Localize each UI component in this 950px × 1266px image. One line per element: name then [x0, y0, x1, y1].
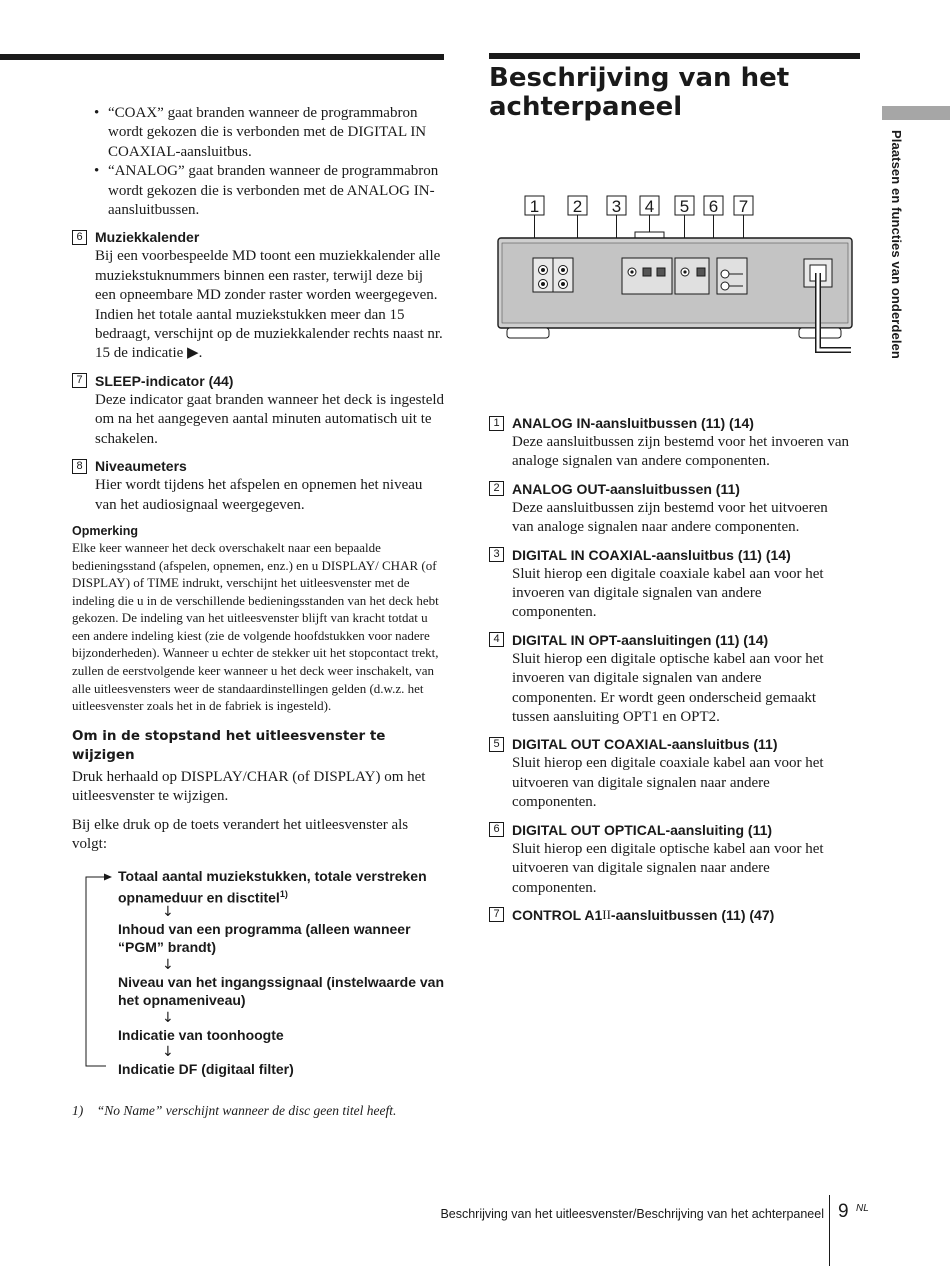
- item-sleep-indicator: [72, 372, 444, 449]
- item-number: 5: [489, 737, 504, 752]
- down-arrow-icon: ↓: [162, 1010, 174, 1027]
- rear-item-control-a1: [489, 906, 849, 924]
- flow-step-2: Inhoud van een programma (alleen wanneer “PGM” brandt): [118, 921, 411, 955]
- item-number: 7: [72, 373, 87, 388]
- item-body: Bij een voorbespeelde MD toont een muziekkalender alle muziekstuknummers binnen een raster, terwijl deze bij een opneembare MD zonder raster worden weergegeven. Indien het totale aantal muziekstukken meer dan 15 bedraagt, verschijnt op de muziekkalender rechts naast nr. 15 de indicatie ▶.: [95, 248, 443, 362]
- item-body: Deze indicator gaat branden wanneer het deck is ingesteld om na het aangegeven aantal minuten automatisch uit te schakelen.: [95, 391, 445, 447]
- page-number: 9: [838, 1201, 849, 1222]
- note-title: Opmerking: [72, 523, 138, 538]
- rear-item-digital-out-optical: [489, 821, 849, 898]
- footnote-ref: 1): [279, 888, 288, 899]
- flow-step-4: Indicatie van toonhoogte: [118, 1027, 284, 1044]
- rear-panel-diagram: [489, 192, 861, 362]
- item-number: 6: [72, 230, 87, 245]
- item-title: DIGITAL IN COAXIAL-aansluitbus (11) (14): [512, 546, 791, 563]
- diagram-label-6: 6: [708, 197, 719, 216]
- bullet-analog: • “ANALOG” gaat branden wanneer de programmabron wordt gekozen die is verbonden met de ANALOG IN-aansluitbussen.: [72, 162, 444, 220]
- rear-item-digital-out-coaxial: [489, 735, 849, 812]
- page-title: Beschrijving van het achterpaneel: [489, 63, 790, 122]
- item-number: 3: [489, 547, 504, 562]
- item-title: DIGITAL OUT OPTICAL-aansluiting (11): [512, 821, 773, 838]
- item-number: 1: [489, 416, 504, 431]
- flow-step-3: Niveau van het ingangssignaal (instelwaarde van het opnameniveau): [118, 974, 444, 1008]
- diagram-label-4: 4: [644, 197, 655, 216]
- section-subheading: Om in de stopstand het uitleesvenster te wijzigen: [72, 727, 386, 763]
- item-body: Deze aansluitbussen zijn bestemd voor het uitvoeren van analoge signalen naar andere componenten.: [512, 499, 828, 536]
- right-top-rule: [489, 53, 860, 59]
- item-body: Sluit hierop een digitale optische kabel aan voor het uitvoeren van digitale signalen naar andere componenten.: [512, 840, 824, 896]
- item-niveaumeters: [72, 457, 444, 515]
- footnote-text: “No Name” verschijnt wanneer de disc geen titel heeft.: [96, 1103, 397, 1119]
- item-title: ANALOG IN-aansluitbussen (11) (14): [512, 415, 754, 431]
- item-number: 8: [72, 459, 87, 474]
- item-title: ANALOG OUT-aansluitbussen (11): [512, 480, 740, 497]
- diagram-label-5: 5: [679, 197, 690, 216]
- rear-item-analog-in: [489, 414, 849, 472]
- diagram-label-3: 3: [611, 197, 622, 216]
- item-number: 6: [489, 822, 504, 837]
- item-title: SLEEP-indicator (44): [95, 372, 234, 389]
- down-arrow-icon: ↓: [162, 904, 174, 921]
- footer-divider: [829, 1195, 830, 1266]
- bullet-coax: • “COAX” gaat branden wanneer de programmabron wordt gekozen die is verbonden met de DIGITAL IN COAXIAL-aansluitbus.: [72, 104, 444, 162]
- paragraph-each-press: Bij elke druk op de toets verandert het uitleesvenster als volgt:: [72, 816, 409, 853]
- item-number: 2: [489, 481, 504, 496]
- flow-loop-arrow: [72, 864, 122, 1086]
- diagram-label-2: 2: [572, 197, 583, 216]
- left-top-rule: [0, 54, 444, 60]
- item-body: Sluit hierop een digitale coaxiale kabel aan voor het uitvoeren van digitale signalen naar andere componenten.: [512, 755, 824, 811]
- item-title: DIGITAL OUT COAXIAL-aansluitbus (11): [512, 736, 778, 753]
- item-title-a: CONTROL A1: [512, 906, 603, 923]
- display-cycle-flow: [72, 864, 444, 1086]
- item-body: Hier wordt tijdens het afspelen en opnemen het niveau van het audiosignaal weergegeven.: [95, 477, 423, 513]
- rear-item-analog-out: [489, 480, 849, 538]
- item-body: Sluit hierop een digitale coaxiale kabel aan voor het invoeren van digitale signalen van andere componenten.: [512, 565, 824, 621]
- item-title-roman: II: [602, 906, 611, 922]
- item-title: DIGITAL IN OPT-aansluitingen (11) (14): [512, 631, 769, 648]
- rear-item-digital-in-coaxial: [489, 546, 849, 623]
- item-title-b: -aansluitbussen (11) (47): [610, 906, 775, 923]
- left-column: [72, 104, 444, 1119]
- diagram-label-1: 1: [529, 197, 540, 216]
- diagram-label-7: 7: [738, 197, 749, 216]
- item-muziekkalender: [72, 228, 444, 363]
- footnote: [72, 1102, 444, 1119]
- paragraph-press: Druk herhaald op DISPLAY/CHAR (of DISPLAY) om het uitleesvenster te wijzigen.: [72, 768, 426, 805]
- item-body: Deze aansluitbussen zijn bestemd voor het invoeren van analoge signalen van andere componenten.: [512, 434, 849, 470]
- item-body: Sluit hierop een digitale optische kabel aan voor het invoeren van digitale signalen van andere componenten. Er wordt geen onderscheid gemaakt tussen aansluiting OPT1 en OPT2.: [512, 650, 824, 726]
- rear-panel-illustration: [489, 192, 861, 362]
- language-code: NL: [856, 1203, 869, 1214]
- down-arrow-icon: ↓: [162, 957, 174, 974]
- footer-section-title: Beschrijving van het uitleesvenster/Beschrijving van het achterpaneel: [440, 1207, 824, 1221]
- footnote-mark: 1): [72, 1103, 84, 1119]
- flow-step-5: Indicatie DF (digitaal filter): [118, 1061, 294, 1078]
- note-body: Elke keer wanneer het deck overschakelt naar een bepaalde bedieningsstand (afspelen, opnemen, enz.) en u DISPLAY/ CHAR (of DISPLAY) of TIME indrukt, verschijnt het uitleesvenster met de indeling die u in de verschillende bedieningsstanden van het deck hebt gekozen. De indeling van het uitleesvenster blijft van kracht totdat u een andere indeling kiest (zie de volgende hoofdstukken voor nadere bijzonderheden). Wanneer u echter de stekker uit het stopcontact trekt, zullen de eerstvolgende keer wanneer u het deck weer inschakelt, van alle uitleesvensters weer de standaardinstellingen gelden (d.w.z. het uitleesvenster zoals het in de fabriek is ingesteld).: [72, 539, 439, 714]
- down-arrow-icon: ↓: [162, 1044, 174, 1061]
- item-number: 4: [489, 632, 504, 647]
- side-tab-label: Plaatsen en functies van onderdelen: [889, 130, 904, 359]
- item-title: Niveaumeters: [95, 458, 187, 475]
- right-column: [489, 414, 849, 932]
- rear-item-digital-in-opt: [489, 631, 849, 728]
- item-number: 7: [489, 907, 504, 922]
- flow-step-1: Totaal aantal muziekstukken, totale verstreken opnameduur en disctitel$^{1)}$: [118, 868, 427, 906]
- item-title: Muziekkalender: [95, 229, 200, 246]
- side-tab-marker: [882, 106, 950, 120]
